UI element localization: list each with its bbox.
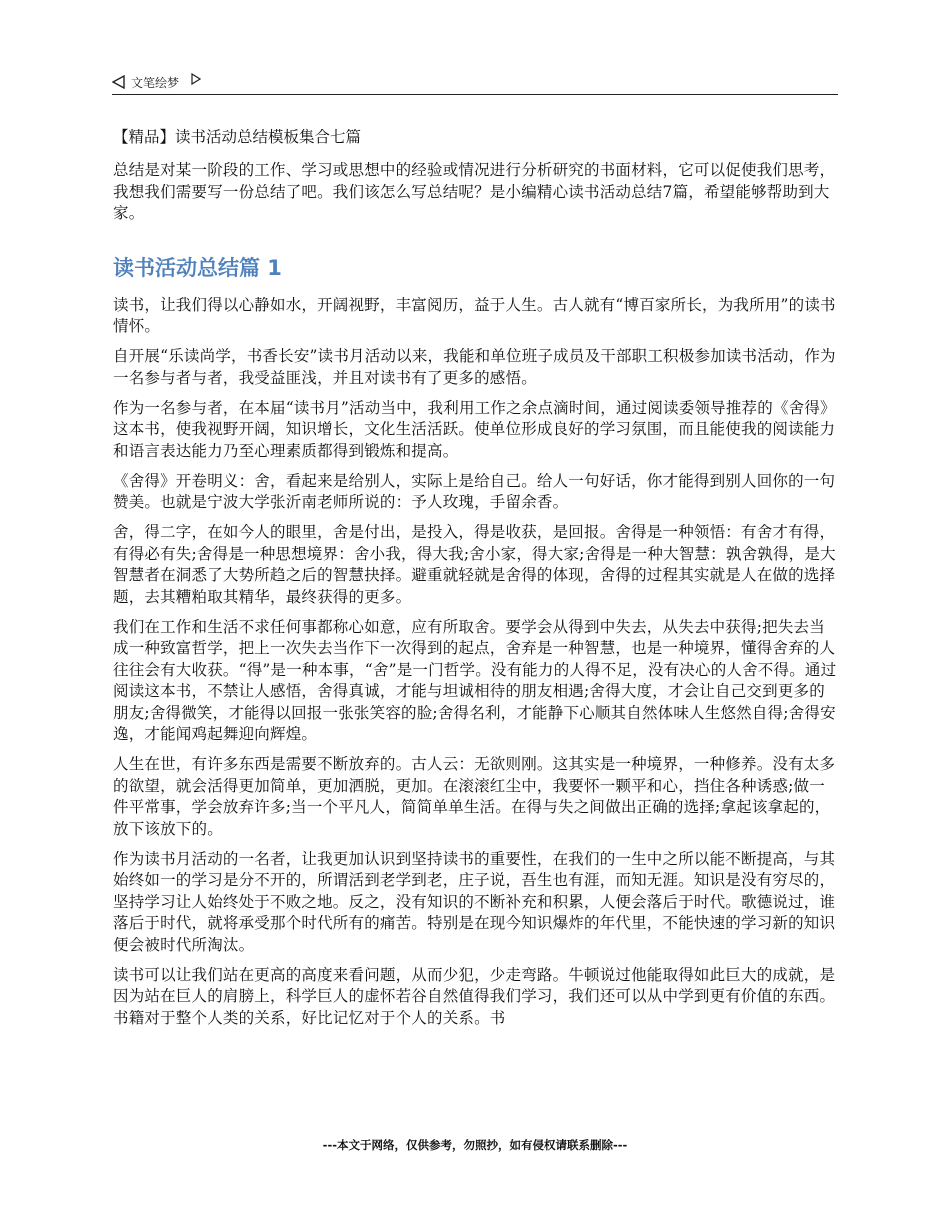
page-header — [112, 70, 838, 95]
paragraph: 自开展“乐读尚学，书香长安”读书月活动以来，我能和单位班子成员及干部职工积极参加读书活动，作为一名参与者与者，我受益匪浅，并且对读书有了更多的感悟。 — [113, 347, 836, 387]
paragraph: 作为读书月活动的一名者，让我更加认识到坚持读书的重要性，在我们的一生中之所以能不断提高，与其始终如一的学习是分不开的，所谓活到老学到老，庄子说，吾生也有涯，而知无涯。知识是没有穷尽的，坚持学习让人始终处于不败之地。反之，没有知识的不断补充和积累，人便会落后于时代。歌德说过，谁落后于时代，就将承受那个时代所有的痛苦。特别是在现今知识爆炸的年代里，不能快速的学习新的知识便会被时代所淘汰。 — [113, 849, 836, 954]
left-triangle-icon — [112, 75, 125, 89]
right-triangle-icon — [191, 73, 201, 85]
paragraph: 读书可以让我们站在更高的高度来看问题，从而少犯，少走弯路。牛顿说过他能取得如此巨大的成就，是因为站在巨人的肩膀上，科学巨人的虚怀若谷自然值得我们学习，我们还可以从中学到更有价值的东西。书籍对于整个人类的关系，好比记忆对于个人的关系。书 — [113, 965, 836, 1027]
header-brand — [112, 74, 201, 91]
header-brand-text: 文笔绘梦 — [131, 75, 180, 90]
document-title: 【精品】读书活动总结模板集合七篇 — [113, 128, 362, 146]
intro-paragraph: 总结是对某一阶段的工作、学习或思想中的经验或情况进行分析研究的书面材料，它可以促使我们思考，我想我们需要写一份总结了吧。我们该怎么写总结呢？是小编精心读书活动总结7篇，希望能够帮助到大家。 — [113, 161, 836, 222]
paragraph: 人生在世，有许多东西是需要不断放弃的。古人云：无欲则刚。这其实是一种境界，一种修养。没有太多的欲望，就会活得更加简单，更加洒脱，更加。在滚滚红尘中，我要怀一颗平和心，挡住各种诱惑;做一件平常事，学会放弃许多;当一个平凡人，简简单单生活。在得与失之间做出正确的选择;拿起该拿起的，放下该放下的。 — [113, 755, 836, 838]
page-footer: ---本文于网络，仅供参考，勿照抄，如有侵权请联系删除--- — [322, 1138, 628, 1152]
section-heading: 读书活动总结篇 1 — [113, 255, 282, 280]
paragraph: 读书，让我们得以心静如水，开阔视野，丰富阅历，益于人生。古人就有“博百家所长，为我所用”的读书情怀。 — [113, 295, 836, 335]
document-body — [113, 124, 839, 1038]
paragraph: 我们在工作和生活不求任何事都称心如意，应有所取舍。要学会从得到中失去，从失去中获得;把失去当成一种致富哲学，把上一次失去当作下一次得到的起点，舍弃是一种智慧，也是一种境界，懂得舍弃的人往往会有大收获。“得”是一种本事，“舍”是一门哲学。没有能力的人得不足，没有决心的人舍不得。通过阅读这本书，不禁让人感悟，舍得真诚，才能与坦诚相待的朋友相遇;舍得大度，才会让自己交到更多的朋友;舍得微笑，才能得以回报一张张笑容的脸;舍得名利，才能静下心顺其自然体味人生悠然自得;舍得安逸，才能闻鸡起舞迎向辉煌。 — [113, 617, 837, 743]
paragraph: 作为一名参与者，在本届“读书月”活动当中，我利用工作之余点滴时间，通过阅读委领导推荐的《舍得》这本书，使我视野开阔，知识增长，文化生活活跃。使单位形成良好的学习氛围，而且能使我的阅读能力和语言表达能力乃至心理素质都得到锻炼和提高。 — [113, 398, 836, 460]
paragraph: 《舍得》开卷明义：舍，看起来是给别人，实际上是给自己。给人一句好话，你才能得到别人回你的一句赞美。也就是宁波大学张沂南老师所说的：予人玫瑰，手留余香。 — [113, 471, 836, 511]
paragraph: 舍，得二字，在如今人的眼里，舍是付出，是投入，得是收获，是回报。舍得是一种领悟：有舍才有得，有得必有失;舍得是一种思想境界：舍小我，得大我;舍小家，得大家;舍得是一种大智慧：孰舍孰得，是大智慧者在洞悉了大势所趋之后的智慧抉择。避重就轻就是舍得的体现，舍得的过程其实就是人在做的选择题，去其糟粕取其精华，最终获得的更多。 — [113, 523, 836, 606]
